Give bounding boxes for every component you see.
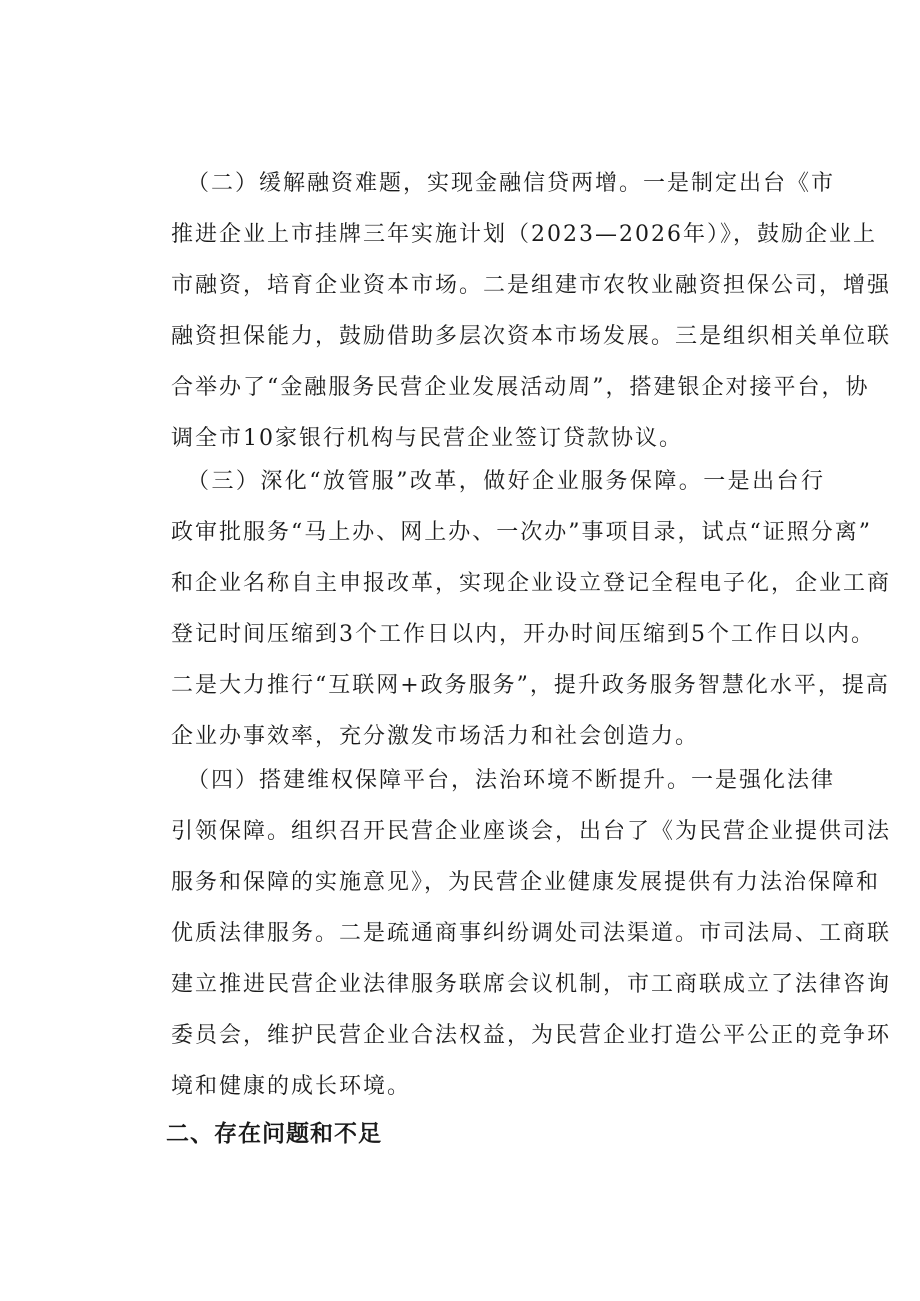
paragraph-line: 优质法律服务。二是疏通商事纠纷调处司法渠道。市司法局、工商联 [171,921,892,946]
paragraph-line: （三）深化“放管服”改革，做好企业服务保障。一是出台行 [187,469,825,494]
paragraph-line: 调全市10家银行机构与民营企业签订贷款协议。 [171,426,683,451]
paragraph-line: （二）缓解融资难题，实现金融信贷两增。一是制定出台《市 [187,171,836,196]
paragraph-reform [171,456,892,762]
paragraph-line: 融资担保能力，鼓励借助多层次资本市场发展。三是组织相关单位联 [171,324,892,349]
paragraph-line: 委员会，维护民营企业合法权益，为民营企业打造公平公正的竞争环 [171,1023,892,1048]
paragraph-line: 市融资，培育企业资本市场。二是组建市农牧业融资担保公司，增强 [171,273,892,298]
paragraph-line: 合举办了“金融服务民营企业发展活动周”，搭建银企对接平台，协 [171,375,870,400]
paragraph-line: （四）搭建维权保障平台，法治环境不断提升。一是强化法律 [187,768,836,793]
paragraph-line: 和企业名称自主申报改革，实现企业设立登记全程电子化，企业工商 [171,571,892,596]
paragraph-line: 推进企业上市挂牌三年实施计划（2023—2026年）》，鼓励企业上 [171,222,877,247]
paragraph-line: 境和健康的成长环境。 [171,1074,412,1099]
paragraph-legal [171,755,892,1112]
paragraph-line: 登记时间压缩到3个工作日以内，开办时间压缩到5个工作日以内。 [171,622,875,647]
paragraph-line: 建立推进民营企业法律服务联席会议机制，市工商联成立了法律咨询 [171,972,892,997]
paragraph-line: 二是大力推行“互联网+政务服务”，提升政务服务智慧化水平，提高 [171,673,890,698]
paragraph-financing [171,158,892,464]
paragraph-line: 服务和保障的实施意见》，为民营企业健康发展提供有力法治保障和 [171,870,881,895]
paragraph-line: 企业办事效率，充分激发市场活力和社会创造力。 [171,724,700,749]
paragraph-line: 引领保障。组织召开民营企业座谈会，出台了《为民营企业提供司法 [171,819,892,844]
paragraph-line: 政审批服务“马上办、网上办、一次办”事项目录，试点“证照分离” [171,520,872,545]
section-heading: 二、存在问题和不足 [166,1121,382,1147]
